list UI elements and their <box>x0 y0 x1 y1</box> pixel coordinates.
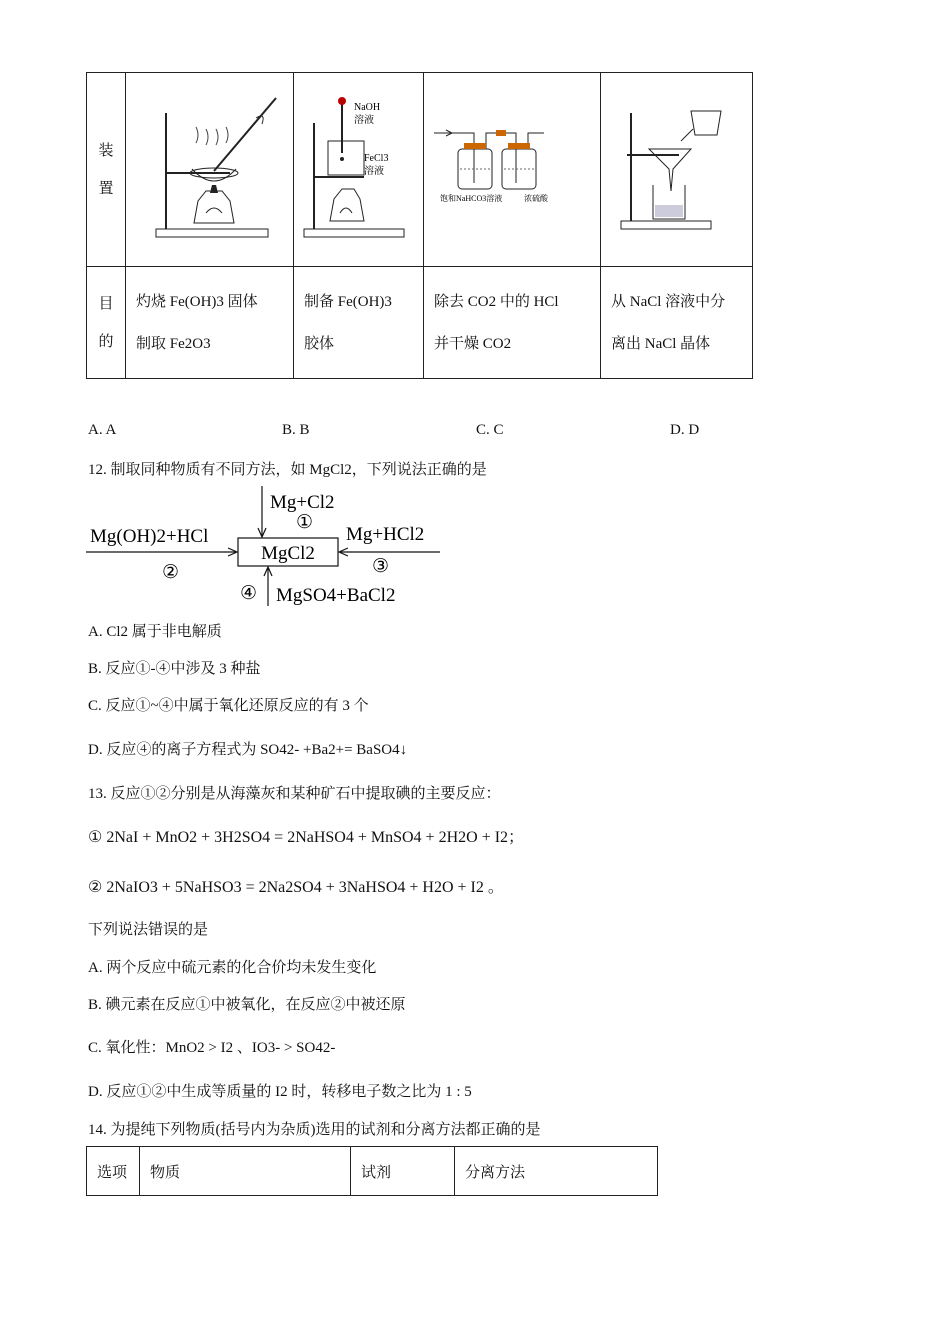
q13-option-a[interactable]: A. 两个反应中硫元素的化合价均未发生变化 <box>88 960 377 976</box>
label-fecl3: FeCl3 <box>364 153 389 164</box>
q11-option-d[interactable]: D. D <box>670 422 700 438</box>
q14-header-row <box>87 1147 658 1196</box>
row-label-purpose <box>87 267 126 379</box>
diagram-r2: Mg(OH)2+HCl <box>90 526 209 547</box>
label-nahco3: 饱和NaHCO3溶液 <box>440 194 503 203</box>
diagram-n4: ④ <box>240 583 258 604</box>
q13-option-c[interactable]: C. 氧化性：MnO2 > I2 、IO3- > SO42- <box>88 1040 336 1056</box>
q13-equation-2: ② 2NaIO3 + 5NaHSO3 = 2Na2SO4 + 3NaHSO4 + H2O + I2 。 <box>88 879 504 896</box>
diagram-r4: MgSO4+BaCl2 <box>276 585 396 606</box>
q11-option-a[interactable]: A. A <box>88 422 117 438</box>
purpose-a <box>126 267 294 379</box>
row-label-device <box>87 73 126 267</box>
device-b-colloid <box>294 73 424 267</box>
device-a-burning <box>126 73 294 267</box>
purpose-c-line1: 除去 CO2 中的 HCl <box>434 293 559 310</box>
purpose-d-line2: 离出 NaCl 晶体 <box>611 335 711 352</box>
q11-option-b[interactable]: B. B <box>282 422 310 438</box>
label-fecl3-solution: 溶液 <box>364 166 384 177</box>
q12-option-c[interactable]: C. 反应①~④中属于氧化还原反应的有 3 个 <box>88 698 369 714</box>
purpose-c <box>424 267 601 379</box>
device-d-filtration <box>601 73 753 267</box>
q14-header-substance: 物质 <box>140 1147 351 1196</box>
apparatus-table <box>86 72 753 379</box>
q11-option-c[interactable]: C. C <box>476 422 504 438</box>
q12-stem: 12. 制取同种物质有不同方法，如 MgCl2，下列说法正确的是 <box>88 462 487 478</box>
q13-stem: 13. 反应①②分别是从海藻灰和某种矿石中提取碘的主要反应： <box>88 786 501 802</box>
label-de: 的 <box>98 333 114 350</box>
diagram-r3: Mg+HCl2 <box>346 524 425 545</box>
device-c-wash-bottles <box>424 73 601 267</box>
diagram-center: MgCl2 <box>261 543 315 564</box>
label-conc-h2so4: 浓硫酸 <box>524 194 548 203</box>
q14-header-reagent: 试剂 <box>351 1147 455 1196</box>
q12-option-b[interactable]: B. 反应①-④中涉及 3 种盐 <box>88 661 261 677</box>
purpose-a-line2: 制取 Fe2O3 <box>136 335 211 352</box>
label-zhi: 置 <box>98 180 114 197</box>
q14-stem: 14. 为提纯下列物质(括号内为杂质)选用的试剂和分离方法都正确的是 <box>88 1122 541 1138</box>
purpose-d <box>601 267 753 379</box>
label-mu: 目 <box>98 295 114 312</box>
q13-option-b[interactable]: B. 碘元素在反应①中被氧化，在反应②中被还原 <box>88 997 406 1013</box>
q12-option-d[interactable]: D. 反应④的离子方程式为 SO42- +Ba2+= BaSO4↓ <box>88 742 408 758</box>
q13-equation-1: ① 2NaI + MnO2 + 3H2SO4 = 2NaHSO4 + MnSO4 + 2H2O + I2； <box>88 829 525 846</box>
q12-option-a[interactable]: A. Cl2 属于非电解质 <box>88 624 222 640</box>
purpose-a-line1: 灼烧 Fe(OH)3 固体 <box>136 293 258 310</box>
label-naoh: NaOH <box>354 102 381 113</box>
diagram-n3: ③ <box>372 556 390 577</box>
purpose-b <box>294 267 424 379</box>
purpose-b-line1: 制备 Fe(OH)3 <box>304 293 392 310</box>
diagram-n1: ① <box>296 512 314 533</box>
mgcl2-diagram <box>86 484 446 610</box>
q14-table <box>86 1146 658 1196</box>
label-naoh-solution: 溶液 <box>354 115 374 126</box>
q13-option-d[interactable]: D. 反应①②中生成等质量的 I2 时，转移电子数之比为 1 : 5 <box>88 1084 472 1100</box>
q14-header-option: 选项 <box>87 1147 140 1196</box>
purpose-b-line2: 胶体 <box>304 335 335 352</box>
diagram-n2: ② <box>162 562 180 583</box>
purpose-c-line2: 并干燥 CO2 <box>434 335 512 352</box>
q13-ask: 下列说法错误的是 <box>88 922 209 938</box>
purpose-d-line1: 从 NaCl 溶液中分 <box>611 293 726 310</box>
q14-header-method: 分离方法 <box>455 1147 658 1196</box>
label-zhuang: 装 <box>98 142 114 159</box>
diagram-r1: Mg+Cl2 <box>270 492 335 513</box>
